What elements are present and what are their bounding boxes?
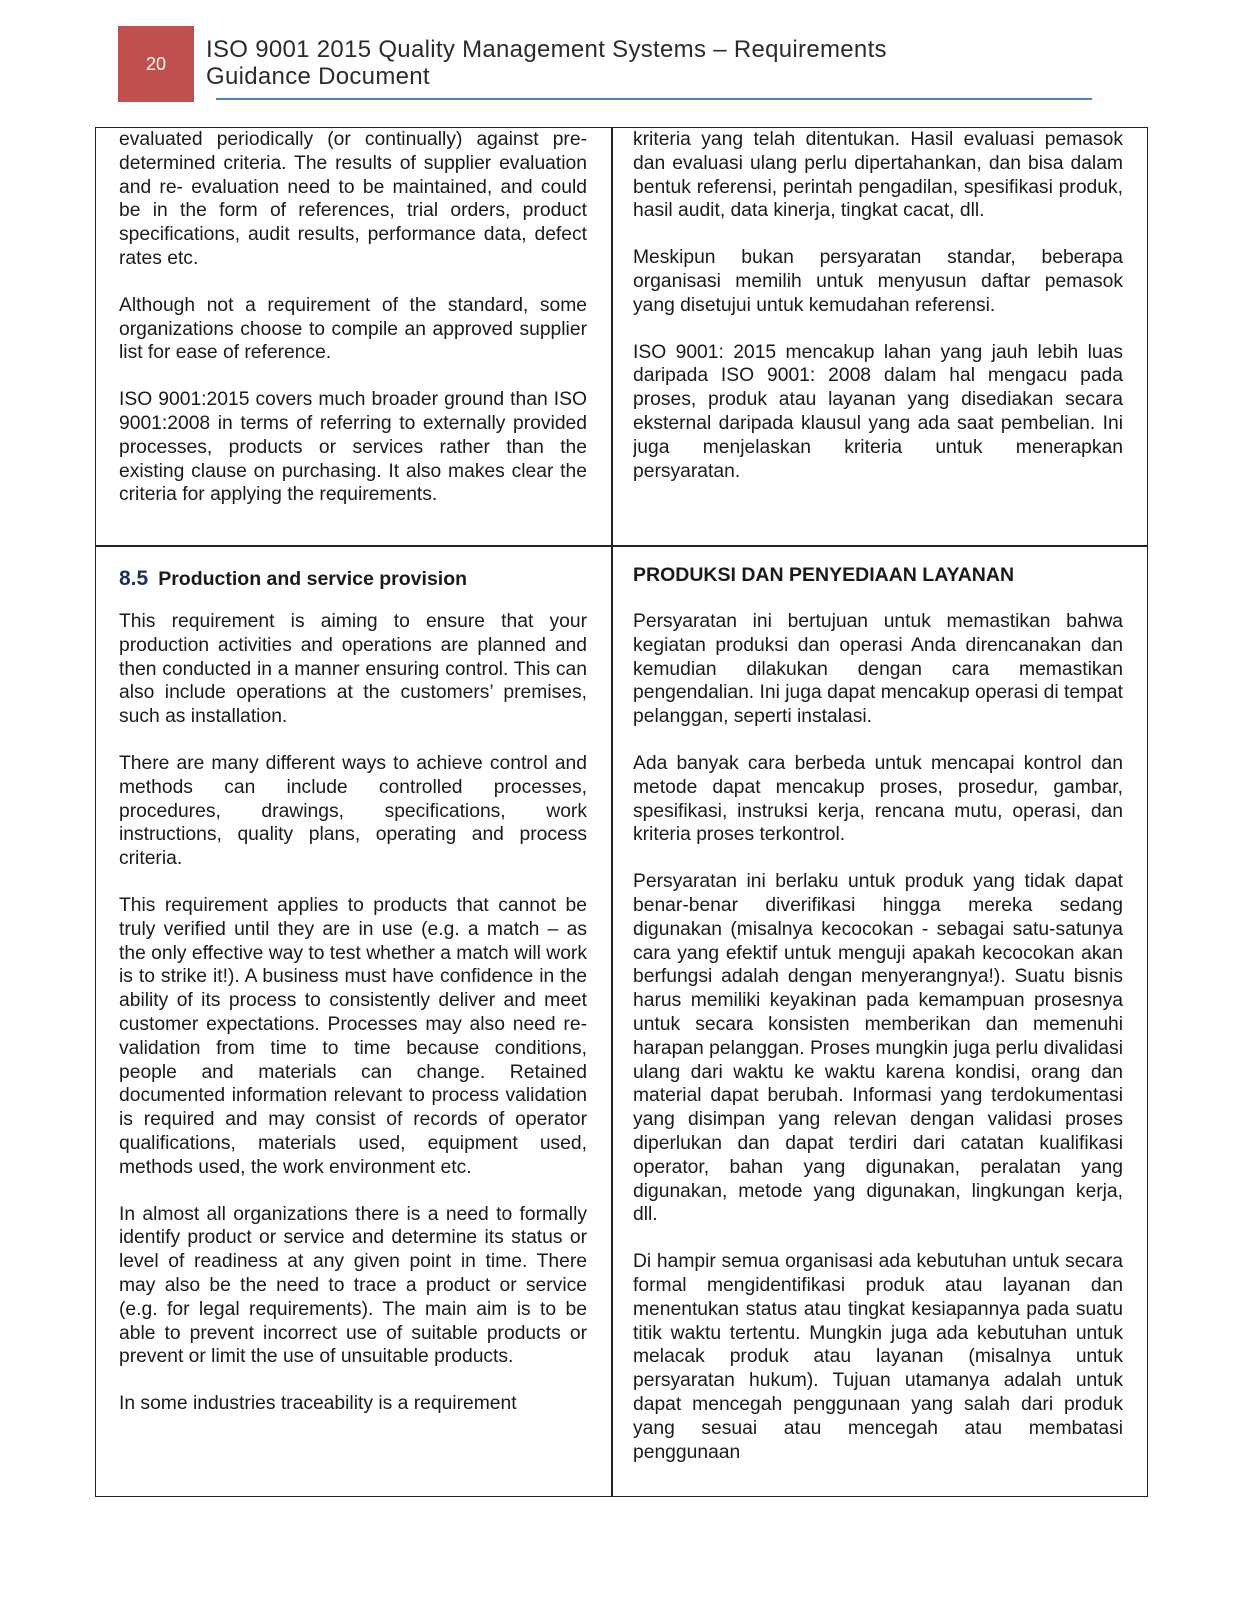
row1-indonesian-cell (633, 128, 1123, 543)
paragraph: Meskipun bukan persyaratan standar, beberapa organisasi memilih untuk menyusun daftar pemasok yang disetujui untuk kemudahan referensi. (633, 247, 1123, 316)
column-divider (611, 127, 613, 1497)
row1-english-cell (119, 128, 587, 543)
paragraph: There are many different ways to achieve control and methods can include controlled processes, procedures, drawings, specifications, work instructions, quality plans, operating and process criteria. (119, 752, 587, 870)
paragraph: ISO 9001: 2015 mencakup lahan yang jauh lebih luas daripada ISO 9001: 2008 dalam hal mengacu pada proses, produk atau layanan yang disediakan secara eksternal daripada klausul yang ada saat pembelian. Ini juga menjelaskan kriteria untuk menerapkan persyaratan. (633, 341, 1123, 482)
paragraph: In some industries traceability is a requirement (119, 1393, 517, 1415)
paragraph: evaluated periodically (or continually) against pre-determined criteria. The results of supplier evaluation and re- evaluation need to be maintained, and could be in the form of references, trial orders, product specifications, audit results, performance data, defect rates etc. (119, 129, 587, 269)
paragraph: This requirement applies to products that cannot be truly verified until they are in use (e.g. a match – as the only effective way to test whether a match will work is to strike it!). A business must have confidence in the ability of its process to consistently deliver and meet customer expectations. Processes may also need re-validation from time to time because conditions, people and materials can change. Retained documented information relevant to process validation is required and may consist of records of operator qualifications, materials used, equipment used, methods used, the work environment etc. (119, 894, 587, 1178)
section-title: Production and service provision (158, 568, 468, 590)
paragraph: Although not a requirement of the standard, some organizations choose to compile an approved supplier list for ease of reference. (119, 294, 587, 364)
row-divider (95, 545, 1148, 547)
page-number: 20 (145, 53, 167, 74)
row2-english-cell (119, 566, 587, 1494)
paragraph: kriteria yang telah ditentukan. Hasil evaluasi pemasok dan evaluasi ulang perlu dipertahankan, dan bisa dalam bentuk referensi, perintah pengadilan, spesifikasi produk, hasil audit, data kinerja, tingkat cacat, dll. (633, 129, 1123, 222)
header-divider (216, 98, 1092, 100)
row2-indonesian-cell (633, 562, 1123, 1494)
paragraph: In almost all organizations there is a need to formally identify product or service and determine its status or level of readiness at any given point in time. There may also be the need to trace a product or service (e.g. for legal requirements). The main aim is to be able to prevent incorrect use of suitable products or prevent or limit the use of unsuitable products. (119, 1203, 587, 1368)
document-title (206, 36, 887, 90)
document-title-line1: ISO 9001 2015 Quality Management Systems – Requirements (206, 36, 887, 63)
section-heading-indonesian: PRODUKSI DAN PENYEDIAAN LAYANAN (633, 564, 1015, 586)
paragraph: ISO 9001:2015 covers much broader ground than ISO 9001:2008 in terms of referring to externally provided processes, products or services rather than the existing clause on purchasing. It also makes clear the criteria for applying the requirements. (119, 389, 587, 506)
paragraph: Di hampir semua organisasi ada kebutuhan untuk secara formal mengidentifikasi produk atau layanan dan menentukan status atau tingkat kesiapannya pada suatu titik waktu tertentu. Mungkin juga ada kebutuhan untuk melacak produk atau layanan (misalnya untuk persyaratan hukum). Tujuan utamanya adalah untuk dapat mencegah penggunaan yang salah dari produk yang sesuai atau mencegah atau membatasi penggunaan (633, 1251, 1123, 1463)
section-heading (119, 566, 587, 592)
paragraph: This requirement is aiming to ensure that your production activities and operations are planned and then conducted in a manner ensuring control. This can also include operations at the customers’ premises, such as installation. (119, 611, 587, 728)
section-number: 8.5 (119, 567, 149, 590)
paragraph: Persyaratan ini bertujuan untuk memastikan bahwa kegiatan produksi dan operasi Anda direncanakan dan kemudian dilakukan dengan cara memastikan pengendalian. Ini juga dapat mencakup operasi di tempat pelanggan, seperti instalasi. (633, 611, 1123, 728)
document-title-line2: Guidance Document (206, 63, 430, 90)
paragraph: Ada banyak cara berbeda untuk mencapai kontrol dan metode dapat mencakup proses, prosedur, gambar, spesifikasi, instruksi kerja, rencana mutu, operasi, dan kriteria proses terkontrol. (633, 752, 1123, 846)
paragraph: Persyaratan ini berlaku untuk produk yang tidak dapat benar-benar diverifikasi hingga mereka sedang digunakan (misalnya kecocokan - sebagai satu-satunya cara yang efektif untuk menguji apakah kecocokan akan berfungsi adalah dengan menyerangnya!). Suatu bisnis harus memiliki keyakinan pada kemampuan prosesnya untuk secara konsisten memberikan dan memenuhi harapan pelanggan. Proses mungkin juga perlu divalidasi ulang dari waktu ke waktu karena kondisi, orang dan material dapat berubah. Informasi yang terdokumentasi yang disimpan yang relevan dengan validasi proses diperlukan dan dapat terdiri dari catatan kualifikasi operator, bahan yang digunakan, peralatan yang digunakan, metode yang digunakan, lingkungan kerja, dll. (633, 871, 1123, 1226)
page-number-badge (118, 26, 194, 102)
